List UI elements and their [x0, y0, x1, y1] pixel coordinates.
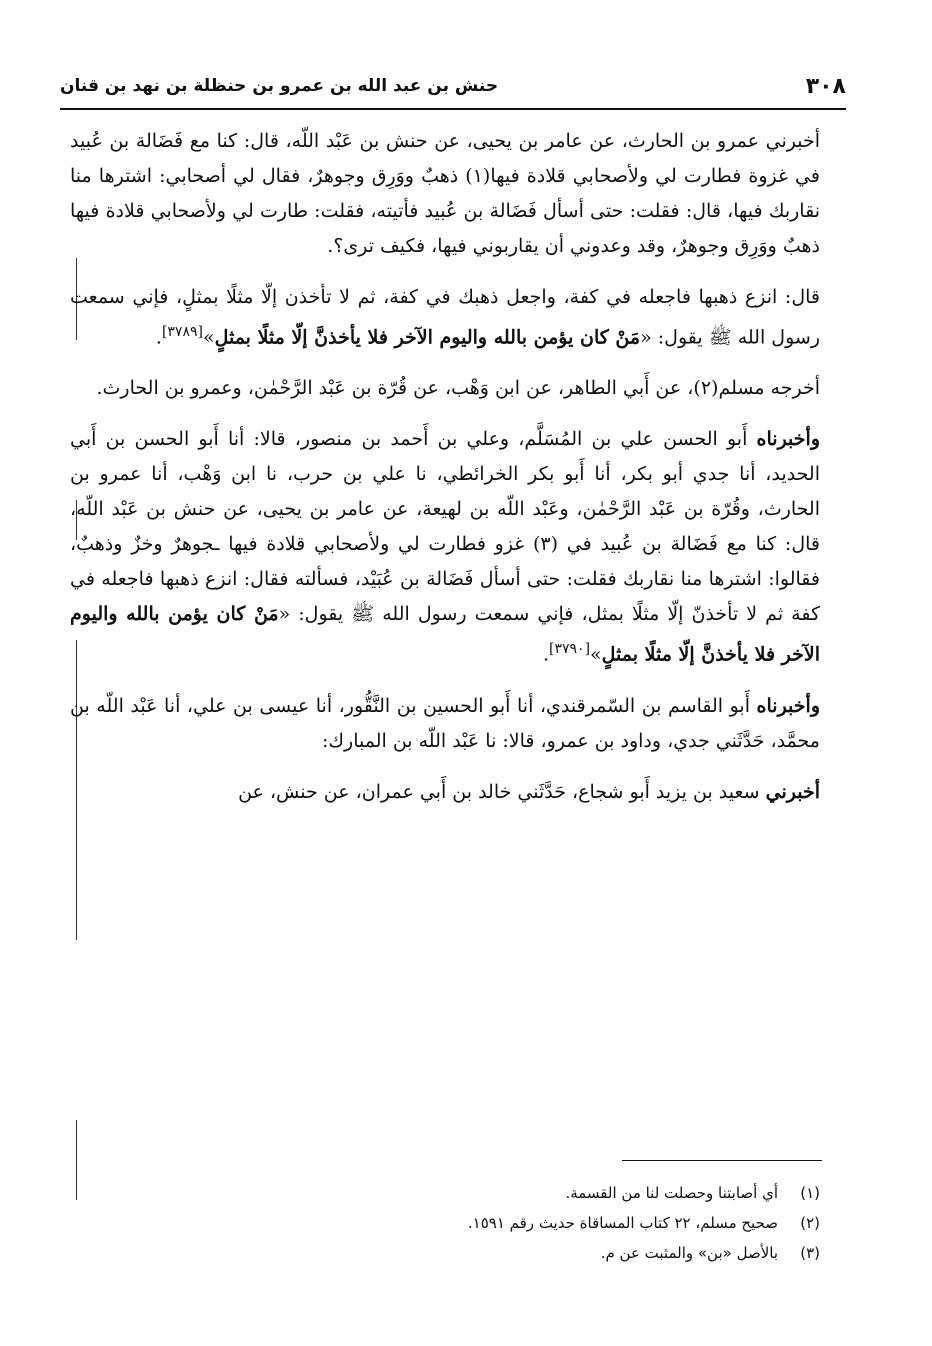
paragraph-text: أخرجه مسلم(٢)، عن أَبي الطاهر، عن ابن وَهْب، عن قُرّة بن عَبْد الرَّحْمٰن، وعمرو بن الحارث. [96, 377, 820, 400]
paragraph [70, 422, 820, 672]
chain-lead-word: وأخبرناه [756, 428, 820, 451]
footnote-text: بالأصل «بن» والمثبت عن م. [600, 1244, 778, 1262]
paragraph-text: أخبرني عمرو بن الحارث، عن عامر بن يحيى، عن حنش بن عَبْد اللّه، قال: كنا مع فَضَالة بن عُبيد في غزوة فطارت لي ولأصحابي قلادة فيها(١) ذهبٌ ووَرِق وجوهرٌ، فقال لي أصحابي: اشترها منا نقاربك فيها، قال: فقلت: حتى أسأل فَضَالة بن عُبيد فأتيته، فقلت: طارت لي ولأصحابي قلادة فيها ذهبٌ ووَرِق وجوهرٌ، وقد وعدوني أن يقاربوني فيها، فكيف ترى؟. [70, 130, 820, 257]
running-title: حنش بن عبد الله بن عمرو بن حنظلة بن نهد بن قنان [60, 76, 499, 96]
sentence-end: . [155, 326, 162, 349]
paragraph [70, 124, 820, 264]
page-number: ٣٠٨ [805, 73, 846, 99]
hadith-ref-number: [٣٧٨٩] [161, 324, 203, 340]
footnote [300, 1208, 820, 1238]
footnote-number: (١) [800, 1184, 820, 1202]
hadith-quote: مَنْ كان يؤمن بالله واليوم الآخر فلا يأخذنَّ إلّا مثلًا بمثلٍ [70, 603, 820, 666]
paragraph [70, 775, 820, 810]
paragraph-text: قال: انزع ذهبها فاجعله في كفة، واجعل ذهبك في كفة، ثم لا تأخذن إلّا مثلًا بمثلٍ، فإني سمعت رسول الله ﷺ يقول: « [70, 286, 820, 349]
hadith-quote: مَنْ كان يؤمن بالله واليوم الآخر فلا يأخذنَّ إلّا مثلًا بمثلٍ [214, 326, 641, 349]
chain-lead-word: وأخبرناه [756, 694, 820, 717]
footnote-text: أي أصابتنا وحصلت لنا من القسمة. [565, 1184, 778, 1202]
chain-lead-word: أخبرني [765, 780, 820, 803]
main-text [70, 124, 820, 826]
paragraph-text: أَبو الحسن علي بن المُسَلَّم، وعلي بن أَحمد بن منصور، قالا: أنا أَبو الحسن بن أَبي الحديد، أنا جدي أبو بكر، أنا أَبو بكر الخرائطي، نا علي بن حرب، نا ابن وَهْب، أنا عمرو بن الحارث، وقُرّة بن عَبْد الرَّحْمٰن، وعَبْد اللّه بن لهيعة، عن عامر بن يحيى، عن حنش بن عَبْد اللّه، قال: كنا مع فَضَالة بن عُبيد في (٣) غزو فطارت لي ولأصحابي قلادة فيها ـجوهرٌ وخزٌ وذهبٌ، فقالوا: اشترها منا نقاربك فقلت: حتى أسأل فَضَالة بن عُبَيْد، فسألته فقال: انزع ذهبها فاجعله في كفة ثم لا تأخذنّ إلّا مثلًا بمثل، فإني سمعت رسول الله ﷺ يقول: « [70, 428, 821, 626]
footnote [300, 1178, 820, 1208]
quote-close: » [202, 326, 215, 349]
footnote-text: صحيح مسلم، ٢٢ كتاب المساقاة حديث رقم ١٥٩١. [467, 1214, 778, 1232]
margin-line [76, 1120, 77, 1200]
paragraph-text: سعيد بن يزيد أَبو شجاع، حَدَّثَني خالد بن أَبي عمران، عن حنش، عن [238, 780, 766, 803]
footnote [300, 1238, 820, 1268]
paragraph [70, 689, 820, 759]
page-header [60, 66, 846, 106]
paragraph-text: أَبو القاسم بن السّمرقندي، أنا أَبو الحسين بن النَّقُّور، أنا عيسى بن علي، أنا عَبْد اللّه بن محمَّد، حَدَّثَني جدي، وداود بن عمرو، قالا: نا عَبْد اللّه بن المبارك: [70, 694, 820, 752]
footnote-number: (٢) [800, 1214, 820, 1232]
header-rule [60, 108, 846, 110]
paragraph [70, 371, 820, 406]
hadith-ref-number: [٣٧٩٠] [549, 641, 591, 658]
quote-close: » [590, 643, 602, 666]
paragraph [70, 280, 820, 355]
footnote-number: (٣) [800, 1244, 820, 1262]
footnote-separator [622, 1160, 822, 1161]
sentence-end: . [542, 643, 550, 666]
footnotes [300, 1178, 820, 1268]
